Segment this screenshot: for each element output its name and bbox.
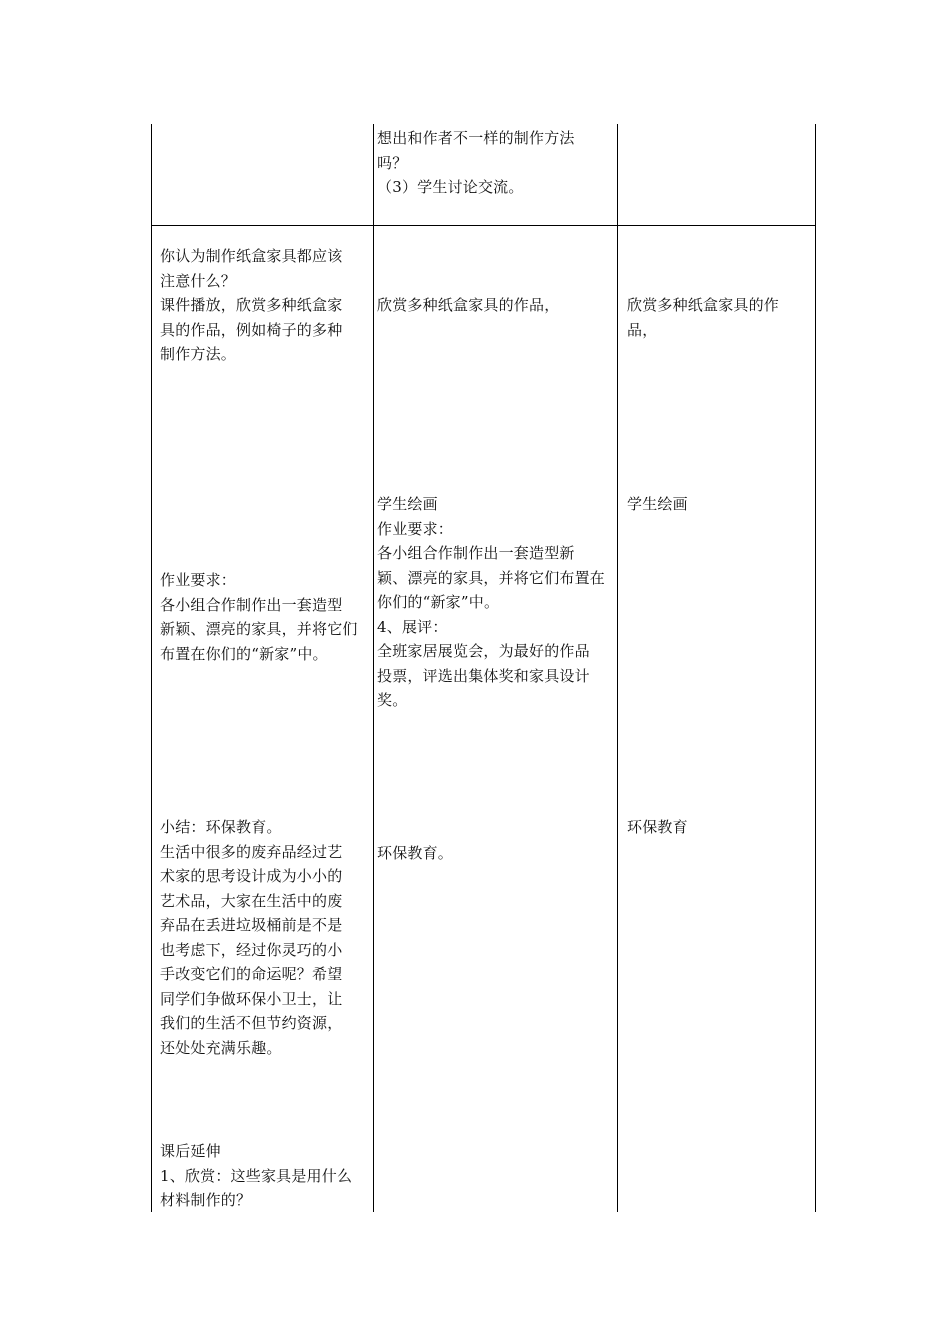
table-border-right [815,124,816,1212]
row2-col1-extension-text: 课后延伸 1、欣赏：这些家具是用什么 材料制作的？ [160,1142,353,1209]
row2-col2-appreciate-text: 欣赏多种纸盒家具的作品， [377,296,560,314]
row2-col1-summary-text: 小结：环保教育。 生活中很多的废弃品经过艺 术家的思考设计成为小小的 艺术品，大家在生活中的废 弃品在丢进垃圾桶前是不是 也考虑下，经过你灵巧的小 手改变它们的命运呢？希望 同学们争做环保小卫士，让 我们的生活不但节约资源， 还处处充满乐趣。 [160,818,343,1057]
row2-col1-question-text: 你认为制作纸盒家具都应该 注意什么？ 课件播放，欣赏多种纸盒家 具的作品，例如椅子的多种 制作方法。 [160,247,343,363]
row2-col3-drawing-text: 学生绘画 [627,495,688,513]
table-row-divider [151,225,816,226]
table-divider-col1 [373,124,374,1212]
row2-col3-eco-text: 环保教育 [627,818,688,836]
row2-col2-drawing-text: 学生绘画 作业要求： 各小组合作制作出一套造型新 颖、漂亮的家具，并将它们布置在 你们的“新家”中。 4、展评： 全班家居展览会，为最好的作品 投票，评选出集体奖和家具设计 奖。 [377,495,606,709]
table-divider-col2 [617,124,618,1212]
row2-col1-assignment-text: 作业要求： 各小组合作制作出一套造型 新颖、漂亮的家具，并将它们 布置在你们的“新家”中。 [160,571,358,663]
table-border-left [151,124,152,1212]
row2-col2-eco-text: 环保教育。 [377,844,454,862]
row2-col3-appreciate-text: 欣赏多种纸盒家具的作 品， [627,296,780,339]
row1-col2-text: 想出和作者不一样的制作方法 吗？ （3）学生讨论交流。 [377,129,575,196]
